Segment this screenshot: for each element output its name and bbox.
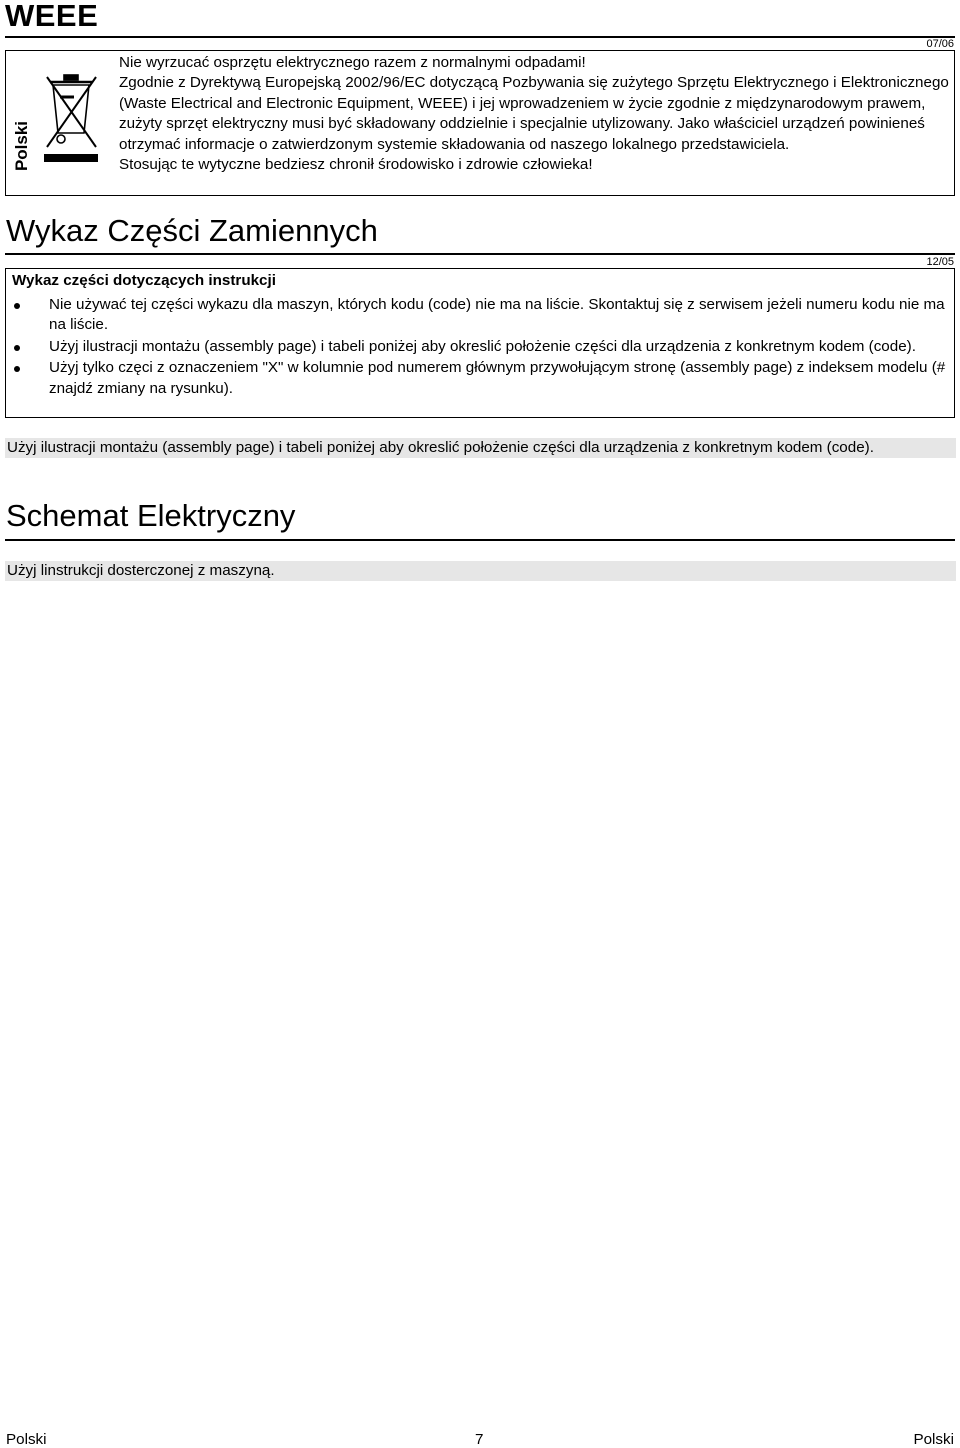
parts-gray-note: Użyj ilustracji montażu (assembly page) i tabeli poniżej aby okreslić położenie części dla urządzenia z konkretnym kodem (code).	[5, 438, 956, 458]
bullet-icon	[14, 366, 20, 372]
instructions-title: Wykaz części dotyczących instrukcji	[12, 272, 276, 289]
bullet-icon	[14, 303, 20, 309]
schematic-heading: Schemat Elektryczny	[6, 498, 296, 533]
instructions-box	[5, 268, 955, 418]
crossed-out-wheelie-bin-icon	[44, 73, 100, 153]
weee-paragraph: Stosując te wytyczne bedziesz chronił środowisko i zdrowie człowieka!	[119, 156, 593, 174]
weee-heading: WEEE	[5, 0, 99, 33]
weee-text-block	[119, 53, 949, 175]
weee-date: 07/06	[926, 38, 954, 50]
language-side-label: Polski	[12, 120, 31, 172]
parts-list-heading: Wykaz Części Zamiennych	[6, 213, 378, 248]
schematic-heading-rule	[5, 539, 955, 541]
schematic-gray-note: Użyj linstrukcji dosterczonej z maszyną.	[5, 561, 956, 581]
footer-language-right: Polski	[913, 1431, 954, 1448]
list-item: Użyj ilustracji montażu (assembly page) i tabeli poniżej aby okreslić położenie części dla urządzenia z konkretnym kodem (code).	[6, 337, 946, 357]
weee-notice-box	[5, 50, 955, 196]
parts-heading-rule	[5, 253, 955, 255]
footer-language-left: Polski	[6, 1431, 47, 1448]
list-item: Użyj tylko częci z oznaczeniem "X" w kolumnie pod numerem głównym przywołującym stronę (assembly page) z indeksem modelu (# znajdź zmiany na rysunku).	[6, 358, 946, 399]
weee-bin-underline-bar	[44, 154, 98, 162]
instructions-list	[6, 295, 946, 400]
list-item: Nie używać tej części wykazu dla maszyn, których kodu (code) nie ma na liście. Skontaktuj się z serwisem jeżeli numeru kodu nie ma na liście.	[6, 295, 946, 336]
footer-page-number: 7	[475, 1431, 484, 1448]
bullet-icon	[14, 345, 20, 351]
weee-heading-rule	[5, 36, 955, 38]
parts-date: 12/05	[926, 256, 954, 268]
weee-paragraph: Nie wyrzucać osprzętu elektrycznego razem z normalnymi odpadami!	[119, 54, 586, 71]
weee-paragraph: Zgodnie z Dyrektywą Europejską 2002/96/EC dotyczącą Pozbywania się zużytego Sprzętu Elektrycznego i Elektronicznego (Waste Electrical and Electronic Equipment, WEEE) i jej wprowadzeniem w życie zgodnie z międzynarodowym prawem, zużyty sprzęt elektryczny musi być składowany oddzielnie i specjalnie utylizowany. Jako właściciel urządzeń powinieneś otrzymać informacje o zatwierdzonym systemie składowania od naszego lokalnego przedstawiciela.	[119, 74, 949, 153]
